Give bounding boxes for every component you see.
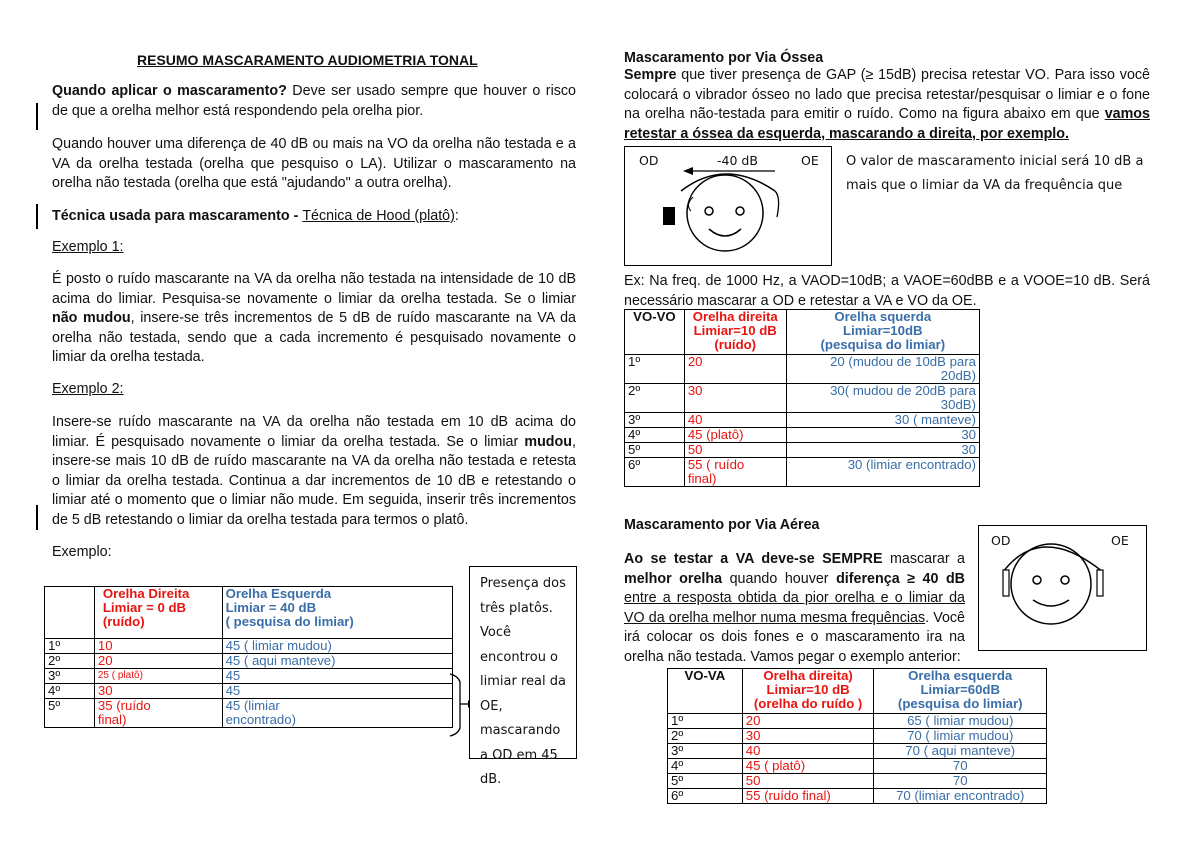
- right-ear-value: 20: [684, 355, 786, 384]
- header-left-ear: Orelha esquerda Limiar=60dB (pesquisa do limiar): [874, 669, 1047, 714]
- table-row: [45, 639, 453, 654]
- right-ear-value: 20: [94, 654, 222, 669]
- table-row: [45, 684, 453, 699]
- table-row: [625, 355, 980, 384]
- va-paragraph: Ao se testar a VA deve-se SEMPRE mascarar a melhor orelha quando houver diferença ≥ 40 dB entre a resposta obtida da pior orelha e o limiar da VO da orelha melhor numa mesma frequências. Você irá colocar os dois fones e o mascaramento ira na orelha não testada. Vamos pegar o exemplo anterior:: [624, 551, 966, 665]
- row-index: 1º: [668, 714, 743, 729]
- table-row: [625, 458, 980, 487]
- right-ear-value: 30: [94, 684, 222, 699]
- table-row: [45, 699, 453, 728]
- difference-paragraph: Quando houver uma diferença de 40 dB ou mais na VO da orelha não testada e a VA da orelha testada (orelha que pesquiso o LA). Utilizar o mascaramento na orelha não testada (orelha que está "ajudando" a outra orelha).: [52, 136, 576, 192]
- table-row: [668, 759, 1047, 774]
- table-row: [668, 714, 1047, 729]
- when-to-mask-paragraph: Quando aplicar o mascaramento? Deve ser usado sempre que houver o risco de que a orelha melhor está respondendo pela orelha pior.: [52, 83, 576, 119]
- header-right-ear: Orelha Direita Limiar = 0 dB (ruído): [94, 587, 222, 639]
- row-index: 6º: [668, 789, 743, 804]
- left-ear-value: 70: [874, 774, 1047, 789]
- table-row: [625, 443, 980, 458]
- right-ear-value: 55 (ruído final): [742, 789, 874, 804]
- right-ear-value: 50: [742, 774, 874, 789]
- table-row: [668, 774, 1047, 789]
- table-row: [668, 744, 1047, 759]
- row-index: 2º: [45, 654, 95, 669]
- header-right-ear: Orelha direita Limiar=10 dB (ruído): [684, 310, 786, 355]
- face-icon: [625, 147, 831, 265]
- bone-conduction-figure: OD OE -40 dB: [624, 146, 832, 266]
- right-ear-value: 55 ( ruído final): [684, 458, 786, 487]
- row-index: 1º: [45, 639, 95, 654]
- header-vo-va: VO-VA: [668, 669, 743, 714]
- left-ear-value: 70 (limiar encontrado): [874, 789, 1047, 804]
- table-row: [45, 669, 453, 684]
- right-ear-value: 45 (platô): [684, 428, 786, 443]
- platos-callout: Presença dos três platôs. Você encontrou o limiar real da OE, mascarando a OD em 45 dB.: [469, 566, 577, 759]
- vo-paragraph: Sempre que tiver presença de GAP (≥ 15dB) precisa retestar VO. Para isso você colocará o vibrador ósseo no lado que precisa retestar/pesquisar o limiar e o fone na orelha não-testada para emitir o ruído. Como na figura abaixo em que vamos retestar a óssea da esquerda, mascarando a direita, por exemplo.: [624, 67, 1150, 142]
- fig1-caption: O valor de mascaramento inicial será 10 dB a mais que o limiar da VA da frequência que: [846, 154, 1144, 193]
- left-ear-value: 20 (mudou de 10dB para 20dB): [786, 355, 979, 384]
- right-ear-value: 30: [684, 384, 786, 413]
- right-ear-value: 35 (ruído final): [94, 699, 222, 728]
- technique-line: Técnica usada para mascaramento - Técnica de Hood (platô):: [52, 208, 459, 224]
- left-ear-value: 30 ( manteve): [786, 413, 979, 428]
- left-ear-value: 45: [222, 684, 452, 699]
- table-row: [625, 384, 980, 413]
- left-ear-value: 30( mudou de 20dB para 30dB): [786, 384, 979, 413]
- right-ear-value: 10: [94, 639, 222, 654]
- header-vo-vo: VO-VO: [625, 310, 685, 355]
- left-ear-value: 30 (limiar encontrado): [786, 458, 979, 487]
- table-row: [668, 729, 1047, 744]
- vo-example-text: Ex: Na freq. de 1000 Hz, a VAOD=10dB; a VAOE=60dBB e a VOOE=10 dB. Será necessário mascarar a OD e retestar a VA e VO da OE.: [624, 273, 1150, 309]
- row-index: 1º: [625, 355, 685, 384]
- example1-paragraph: É posto o ruído mascarante na VA da orelha não testada na intensidade de 10 dB acima do limiar. Pesquisa-se novamente o limiar da orelha testada. Se o limiar não mudou, insere-se três incrementos de 5 dB de ruído mascarante na VA da orelha não testada, sendo que a cada incremento é pesquisado novamente o limiar da orelha testada.: [52, 271, 576, 366]
- example2-title: Exemplo 2:: [52, 381, 124, 397]
- row-index: 5º: [668, 774, 743, 789]
- right-ear-value: 50: [684, 443, 786, 458]
- example1-title: Exemplo 1:: [52, 239, 124, 255]
- bracket-icon: [448, 672, 470, 742]
- row-index: 4º: [45, 684, 95, 699]
- va-title: Mascaramento por Via Aérea: [624, 517, 820, 533]
- right-ear-value: 45 ( platô): [742, 759, 874, 774]
- header-left-ear: Orelha squerda Limiar=10dB (pesquisa do limiar): [786, 310, 979, 355]
- right-ear-value: 40: [684, 413, 786, 428]
- row-index: 2º: [625, 384, 685, 413]
- doc-title: RESUMO MASCARAMENTO AUDIOMETRIA TONAL: [137, 52, 478, 68]
- right-ear-value: 40: [742, 744, 874, 759]
- right-ear-value: 30: [742, 729, 874, 744]
- row-index: 5º: [45, 699, 95, 728]
- example2-paragraph: Insere-se ruído mascarante na VA da orelha não testada em 10 dB acima do limiar. É pesquisado novamente o limiar da orelha testada. Se o limiar mudou, insere-se mais 10 dB de ruído mascarante na VA da orelha não testada e retesta o limiar da orelha testada. Continua a dar incrementos de 10 dB e retestando o limiar até o momento que o limiar não mude. Em seguida, inserir três incrementos de 5 dB retestando o limiar da orelha testada para termos o platô.: [52, 414, 576, 528]
- left-ear-value: 70 ( limiar mudou): [874, 729, 1047, 744]
- exemplo-label: Exemplo:: [52, 544, 112, 560]
- right-ear-value: 25 ( platô): [94, 669, 222, 684]
- table-row: [625, 413, 980, 428]
- header-left-ear: Orelha Esquerda Limiar = 40 dB ( pesquisa do limiar): [222, 587, 452, 639]
- hood-example-table: [44, 586, 453, 728]
- right-ear-value: 20: [742, 714, 874, 729]
- left-ear-value: 45 ( aqui manteve): [222, 654, 452, 669]
- left-ear-value: 45 ( limiar mudou): [222, 639, 452, 654]
- left-ear-value: 65 ( limiar mudou): [874, 714, 1047, 729]
- left-ear-value: 30: [786, 443, 979, 458]
- table-row: [625, 428, 980, 443]
- header-right-ear: Orelha direita) Limiar=10 dB (orelha do ruído ): [742, 669, 874, 714]
- air-conduction-figure: OD OE: [978, 525, 1147, 651]
- table-row: [668, 789, 1047, 804]
- left-ear-value: 45 (limiar encontrado): [222, 699, 452, 728]
- row-index: 4º: [668, 759, 743, 774]
- left-ear-value: 70 ( aqui manteve): [874, 744, 1047, 759]
- row-index: 6º: [625, 458, 685, 487]
- face-icon: [979, 526, 1146, 650]
- row-index: 4º: [625, 428, 685, 443]
- row-index: 2º: [668, 729, 743, 744]
- row-index: 3º: [625, 413, 685, 428]
- row-index: 3º: [45, 669, 95, 684]
- left-ear-value: 30: [786, 428, 979, 443]
- left-ear-value: 70: [874, 759, 1047, 774]
- row-index: 5º: [625, 443, 685, 458]
- row-index: 3º: [668, 744, 743, 759]
- vo-va-table: [667, 668, 1047, 804]
- left-ear-value: 45: [222, 669, 452, 684]
- vo-vo-table: [624, 309, 980, 487]
- vo-title: Mascaramento por Via Óssea: [624, 50, 824, 66]
- table-row: [45, 654, 453, 669]
